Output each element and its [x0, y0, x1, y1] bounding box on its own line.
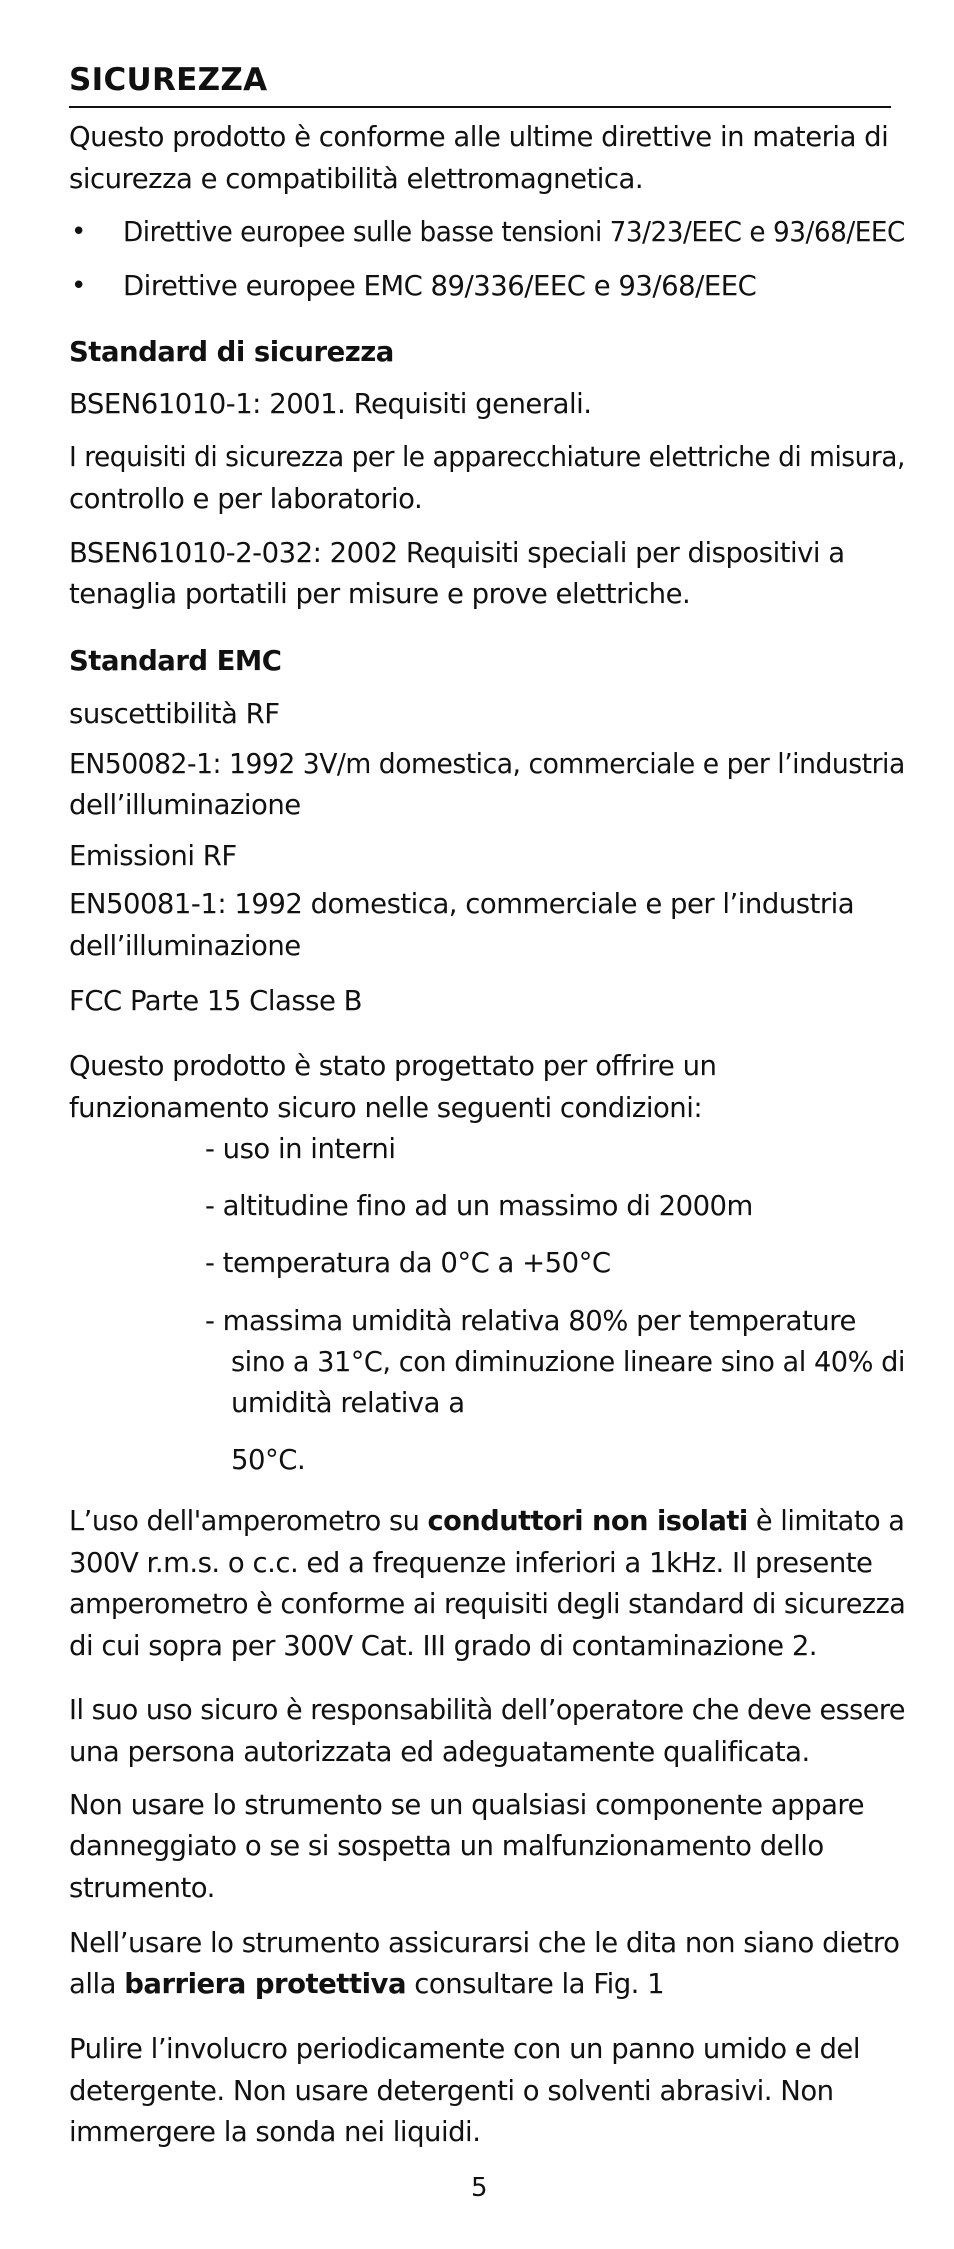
emc-line-4b: dell’illuminazione — [69, 930, 301, 962]
safety-heading: Standard di sicurezza — [69, 336, 394, 368]
emc-line-3: Emissioni RF — [69, 840, 237, 872]
page-title: SICUREZZA — [69, 62, 268, 98]
conditions-intro-b: funzionamento sicuro nelle seguenti condizioni: — [69, 1092, 703, 1124]
safety-line-1: BSEN61010-1: 2001. Requisiti generali. — [69, 388, 592, 420]
emphasis-protective-barrier: barriera protettiva — [124, 1968, 407, 2000]
emc-line-5: FCC Parte 15 Classe B — [69, 985, 363, 1017]
usage-p1-line-3: amperometro è conforme ai requisiti degli standard di sicurezza — [69, 1588, 906, 1620]
usage-p1-line-1: L’uso dell'amperometro su conduttori non isolati è limitato a — [69, 1505, 905, 1537]
emc-line-4a: EN50081-1: 1992 domestica, commerciale e per l’industria — [69, 888, 855, 920]
usage-p2-line-2: una persona autorizzata ed adeguatamente qualificata. — [69, 1736, 810, 1768]
emc-line-1: suscettibilità RF — [69, 698, 280, 730]
title-underline — [69, 106, 891, 108]
usage-p2-line-1: Il suo uso sicuro è responsabilità dell’operatore che deve essere — [69, 1694, 906, 1726]
bullet-marker: • — [71, 217, 87, 247]
usage-p5-line-2: detergente. Non usare detergenti o solventi abrasivi. Non — [69, 2075, 834, 2107]
usage-p5-line-1: Pulire l’involucro periodicamente con un panno umido e del — [69, 2033, 860, 2065]
condition-item-4b: sino a 31°C, con diminuzione lineare sino al 40% di — [231, 1346, 905, 1378]
safety-line-2b: controllo e per laboratorio. — [69, 483, 423, 515]
usage-p3-line-2: danneggiato o se si sospetta un malfunzionamento dello — [69, 1830, 824, 1862]
conditions-intro-a: Questo prodotto è stato progettato per offrire un — [69, 1050, 717, 1082]
condition-item-2: - altitudine fino ad un massimo di 2000m — [205, 1190, 753, 1222]
intro-line-1: Questo prodotto è conforme alle ultime direttive in materia di — [69, 121, 889, 153]
condition-item-4c: umidità relativa a — [231, 1387, 465, 1419]
bullet-marker: • — [71, 271, 87, 301]
safety-line-2a: I requisiti di sicurezza per le apparecchiature elettriche di misura, — [69, 441, 905, 473]
condition-item-4a: - massima umidità relativa 80% per temperature — [205, 1305, 856, 1337]
usage-p3-line-1: Non usare lo strumento se un qualsiasi componente appare — [69, 1789, 865, 1821]
condition-item-4d: 50°C. — [231, 1444, 306, 1476]
bullet-item-2: Direttive europee EMC 89/336/EEC e 93/68/EEC — [123, 270, 757, 302]
safety-line-3a: BSEN61010-2-032: 2002 Requisiti speciali per dispositivi a — [69, 537, 845, 569]
safety-line-3b: tenaglia portatili per misure e prove elettriche. — [69, 578, 691, 610]
bullet-item-1: Direttive europee sulle basse tensioni 73/23/EEC e 93/68/EEC — [123, 216, 905, 248]
usage-p5-line-3: immergere la sonda nei liquidi. — [69, 2116, 481, 2148]
page-number: 5 — [471, 2173, 488, 2203]
usage-p4-line-2: alla barriera protettiva consultare la Fig. 1 — [69, 1968, 665, 2000]
emc-line-2b: dell’illuminazione — [69, 789, 301, 821]
condition-item-1: - uso in interni — [205, 1133, 396, 1165]
emphasis-uninsulated-conductors: conduttori non isolati — [427, 1505, 748, 1537]
intro-line-2: sicurezza e compatibilità elettromagnetica. — [69, 163, 644, 195]
usage-p1-line-2: 300V r.m.s. o c.c. ed a frequenze inferiori a 1kHz. Il presente — [69, 1547, 873, 1579]
usage-p4-line-1: Nell’usare lo strumento assicurarsi che le dita non siano dietro — [69, 1927, 900, 1959]
emc-heading: Standard EMC — [69, 645, 282, 677]
emc-line-2a: EN50082-1: 1992 3V/m domestica, commerciale e per l’industria — [69, 748, 905, 780]
usage-p3-line-3: strumento. — [69, 1872, 215, 1904]
usage-p1-line-4: di cui sopra per 300V Cat. III grado di contaminazione 2. — [69, 1630, 818, 1662]
condition-item-3: - temperatura da 0°C a +50°C — [205, 1247, 611, 1279]
